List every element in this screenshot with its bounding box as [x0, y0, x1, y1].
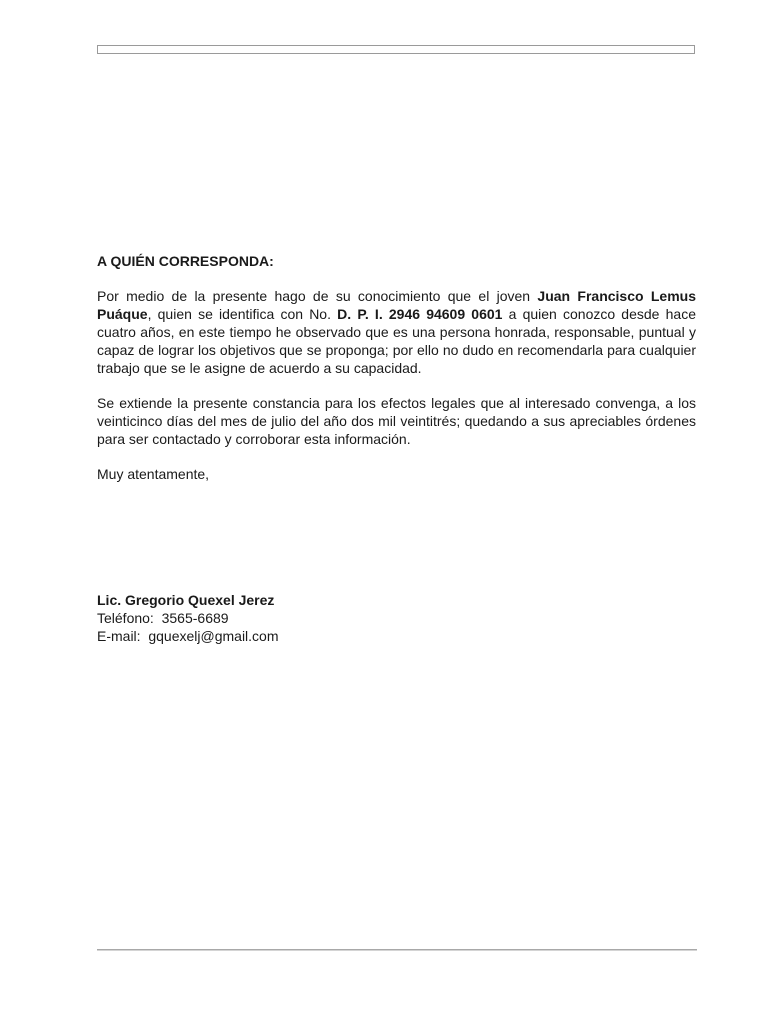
paragraph-mid: , quien se identifica con No.	[147, 306, 338, 322]
signature-block	[97, 591, 279, 645]
email-label: E-mail:	[97, 628, 141, 644]
paragraph-recommendation	[97, 287, 696, 377]
letter-body	[97, 252, 696, 483]
candidate-name: Juan Francisco Lemus Puáque	[97, 288, 696, 322]
signer-name: Lic. Gregorio Quexel Jerez	[97, 592, 275, 608]
phone-number: 3565-6689	[161, 610, 229, 626]
footer-rule	[97, 949, 697, 951]
closing: Muy atentamente,	[97, 466, 210, 482]
email-address: gquexelj@gmail.com	[148, 628, 279, 644]
paragraph-constancia: Se extiende la presente constancia para los efectos legales que al interesado convenga, a los veinticinco días del mes de julio del año dos mil veintitrés; quedando a sus apreciables órdenes para ser contactado y corroborar esta información.	[97, 395, 696, 447]
salutation: A QUIÉN CORRESPONDA:	[97, 253, 274, 269]
email-line	[97, 627, 279, 645]
paragraph-rest: a quien conozco desde hace cuatro años, en este tiempo he observado que es una persona honrada, responsable, puntual y capaz de lograr los objetivos que se proponga; por ello no dudo en recomendarla para cualquier trabajo que se le asigne de acuerdo a su capacidad.	[97, 306, 696, 376]
phone-line	[97, 609, 279, 627]
header-frame	[97, 45, 695, 54]
paragraph-intro: Por medio de la presente hago de su conocimiento que el joven	[97, 288, 538, 304]
phone-label: Teléfono:	[97, 610, 154, 626]
dpi-number: D. P. I. 2946 94609 0601	[337, 306, 503, 322]
